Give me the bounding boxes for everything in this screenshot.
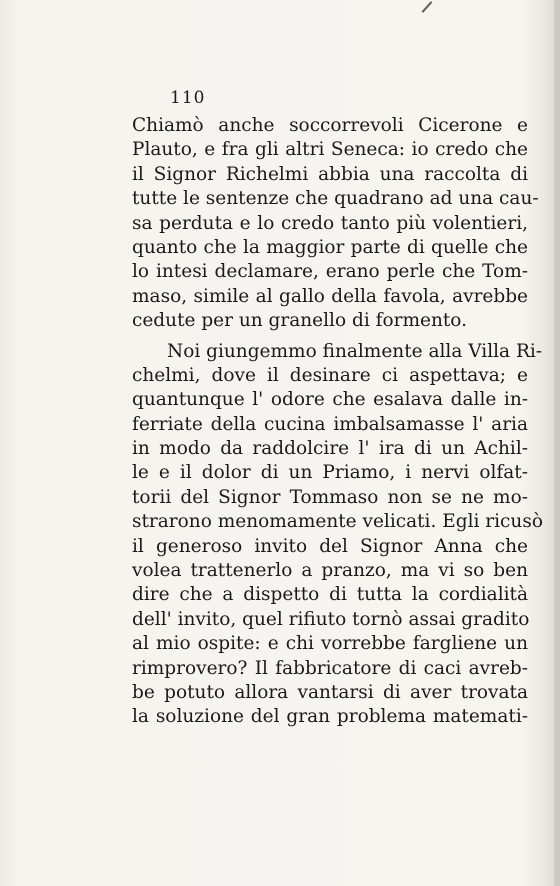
text-line: quantunque l' odore che esalava dalle in- xyxy=(132,389,528,411)
text-line: be potuto allora vantarsi di aver trovata xyxy=(132,681,528,703)
text-line: il Signor Richelmi abbia una raccolta di xyxy=(132,163,528,185)
text-line: dire che a dispetto di tutta la cordialità xyxy=(132,584,528,606)
text-line: Plauto, e fra gli altri Seneca: io credo che xyxy=(132,139,528,161)
text-line: cedute per un granello di formento. xyxy=(132,310,467,332)
text-line: Chiamò anche soccorrevoli Cicerone e xyxy=(132,115,528,136)
text-line: il generoso invito del Signor Anna che xyxy=(132,535,528,557)
text-line: rimprovero? Il fabbricatore di caci avreb- xyxy=(132,657,528,679)
page-number: 110 xyxy=(170,88,206,108)
text-line: dell' invito, quel rifiuto tornò assai gradito xyxy=(132,608,530,630)
text-line: al mio ospite: e chi vorrebbe fargliene un xyxy=(132,633,528,655)
text-line: strarono menomamente velicati. Egli ricusò xyxy=(132,511,543,533)
text-line: ferriate della cucina imbalsamasse l' aria xyxy=(132,413,528,435)
body-text xyxy=(132,114,543,730)
paragraph-1 xyxy=(132,114,539,334)
text-line: tutte le sentenze che quadrano ad una cau- xyxy=(132,188,539,210)
text-line: quanto che la maggior parte di quelle che xyxy=(132,236,528,258)
text-line: sa perduta e lo credo tanto più volentieri, xyxy=(132,212,528,234)
text-line: maso, simile al gallo della favola, avrebbe xyxy=(132,285,528,307)
paragraph-2 xyxy=(132,340,543,730)
text-line: la soluzione del gran problema matemati- xyxy=(132,706,528,728)
text-line: torii del Signor Tommaso non se ne mo- xyxy=(132,486,528,508)
text-line: le e il dolor di un Priamo, i nervi olfat- xyxy=(132,462,528,484)
page-edge-shadow xyxy=(554,0,560,886)
text-line: Noi giungemmo finalmente alla Villa Ri- xyxy=(167,340,543,362)
text-line: volea trattenerlo a pranzo, ma vi so ben xyxy=(132,560,528,582)
text-line: lo intesi declamare, erano perle che Tom- xyxy=(132,261,528,283)
stray-pen-mark xyxy=(422,1,433,13)
text-line: chelmi, dove il desinare ci aspettava; e xyxy=(132,364,528,386)
text-line: in modo da raddolcire l' ira di un Achil- xyxy=(132,438,528,460)
